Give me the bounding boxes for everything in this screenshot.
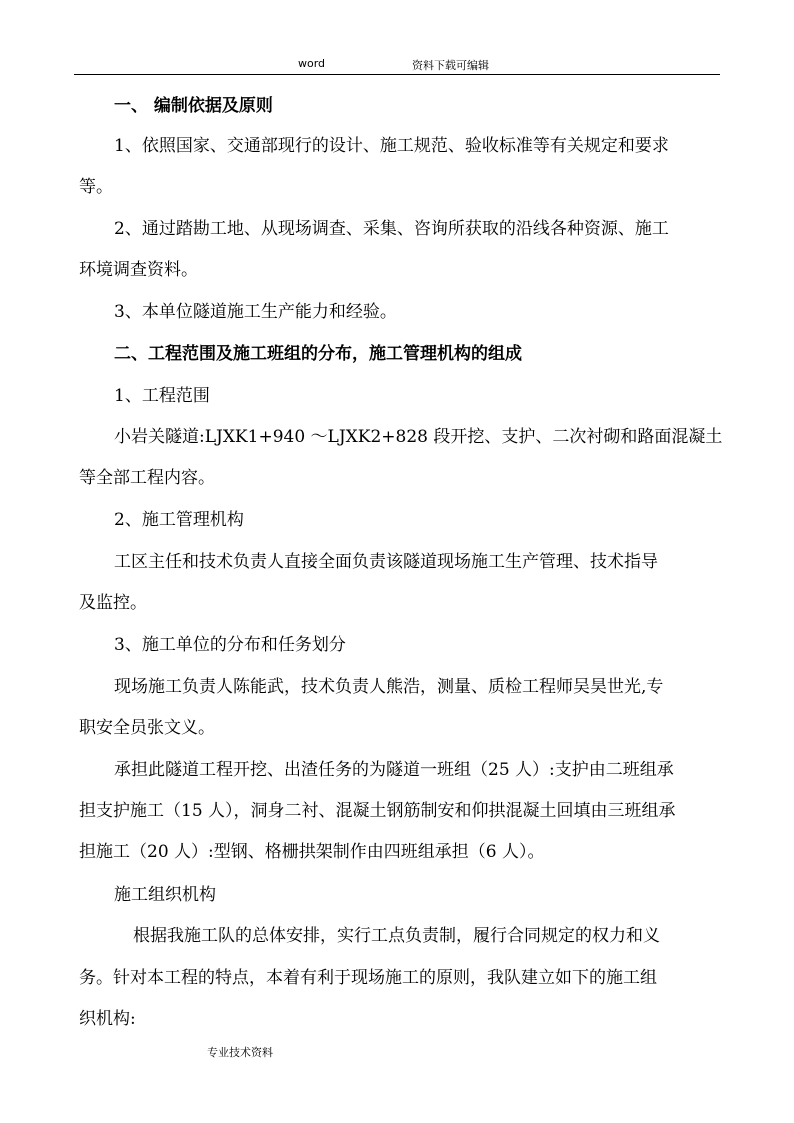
personnel-paragraph-line-2: 职安全员张文义。 [79, 718, 215, 738]
paragraph-2-line-1: 2、通过踏勘工地、从现场调查、采集、咨询所获取的沿线各种资源、施工 [114, 219, 669, 239]
crew-paragraph-line-3: 担施工（20 人）:型钢、格栅拱架制作由四班组承担（6 人）。 [79, 842, 545, 862]
header-divider [74, 74, 720, 75]
paragraph-2-line-2: 环境调查资料。 [79, 260, 198, 280]
organization-paragraph-line-1: 根据我施工队的总体安排，实行工点负责制，履行合同规定的权力和义 [133, 926, 660, 946]
section-heading-2: 二、工程范围及施工班组的分布，施工管理机构的组成 [114, 344, 522, 364]
subheading-management: 2、施工管理机构 [114, 510, 244, 530]
paragraph-3: 3、本单位隧道施工生产能力和经验。 [114, 302, 397, 322]
header-word-label: word [298, 57, 326, 70]
management-paragraph-line-2: 及监控。 [79, 593, 147, 613]
organization-paragraph-line-2: 务。针对本工程的特点，本着有利于现场施工的原则，我队建立如下的施工组 [79, 968, 657, 988]
scope-paragraph-line-1: 小岩关隧道:LJXK1+940 ～LJXK2+828 段开挖、支护、二次衬砌和路面混凝土 [114, 427, 723, 447]
subheading-engineering-scope: 1、工程范围 [114, 386, 210, 406]
page-header [74, 57, 720, 75]
personnel-paragraph-line-1: 现场施工负责人陈能武，技术负责人熊浩，测量、质检工程师吴昊世光,专 [114, 677, 664, 697]
crew-paragraph-line-2: 担支护施工（15 人），洞身二衬、混凝土钢筋制安和仰拱混凝土回填由三班组承 [79, 801, 676, 821]
page-footer: 专业技术资料 [207, 1046, 273, 1059]
paragraph-1-line-2: 等。 [79, 177, 113, 197]
scope-paragraph-line-2: 等全部工程内容。 [79, 468, 215, 488]
management-paragraph-line-1: 工区主任和技术负责人直接全面负责该隧道现场施工生产管理、技术指导 [114, 552, 658, 572]
section-heading-1: 一、 编制依据及原则 [114, 96, 273, 116]
organization-paragraph-line-3: 织机构: [79, 1009, 136, 1029]
subheading-organization: 施工组织机构 [114, 885, 216, 905]
crew-paragraph-line-1: 承担此隧道工程开挖、出渣任务的为隧道一班组（25 人）:支护由二班组承 [114, 760, 674, 780]
subheading-unit-distribution: 3、施工单位的分布和任务划分 [114, 635, 346, 655]
paragraph-1-line-1: 1、依照国家、交通部现行的设计、施工规范、验收标准等有关规定和要求 [114, 136, 669, 156]
header-download-label: 资料下载可编辑 [412, 59, 489, 72]
